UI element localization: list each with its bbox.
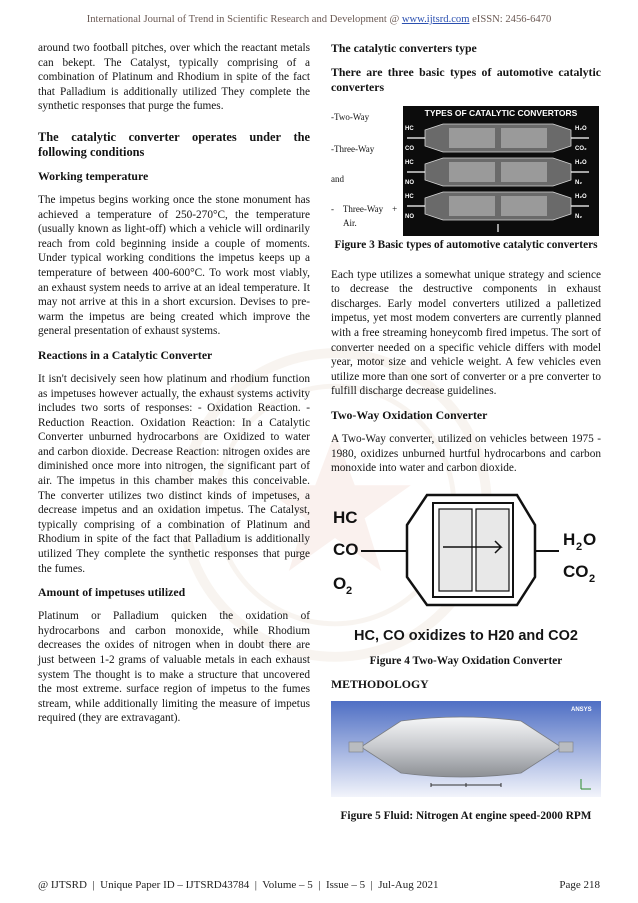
figure-4-caption: Figure 4 Two-Way Oxidation Converter <box>369 654 563 667</box>
reactions-heading: Reactions in a Catalytic Converter <box>38 347 213 362</box>
page-number: Page 218 <box>559 879 600 891</box>
two-way-paragraph: A Two-Way converter, utilized on vehicles between 1975 - 1980, oxidizes unburned hurtful hydrocarbons and carbon monoxide into water and carbon dioxide. <box>331 432 601 475</box>
fig3-label-three-way: -Three-Way <box>331 144 375 154</box>
conditions-heading: The catalytic converter operates under the following conditions <box>38 129 310 159</box>
svg-text:H₂O: H₂O <box>575 194 587 200</box>
footer-info: @ IJTSRD | Unique Paper ID – IJTSRD43784 | Volume – 5 | Issue – 5 | Jul-Aug 2021 <box>38 879 439 891</box>
figure-5-caption: Figure 5 Fluid: Nitrogen At engine speed-2000 RPM <box>340 810 592 823</box>
fig4-label-h2o-end: O <box>583 529 597 549</box>
journal-link[interactable]: www.ijtsrd.com <box>401 14 470 25</box>
amount-heading: Amount of impetuses utilized <box>38 585 186 600</box>
fig4-label-co2-subscript: 2 <box>589 572 596 585</box>
fig3-label-and: and <box>331 174 344 184</box>
figure-4-reaction-text: HC, CO oxidizes to H20 and CO2 <box>354 627 578 644</box>
svg-text:CO: CO <box>405 146 414 152</box>
three-types-heading: There are three basic types of automotive catalytic converters <box>331 65 601 94</box>
fig4-label-co2: CO <box>563 561 589 581</box>
svg-text:N₂: N₂ <box>575 180 582 186</box>
figure-3 <box>331 104 601 238</box>
fig3-label-two-way: -Two-Way <box>331 112 370 122</box>
svg-text:NO: NO <box>405 214 414 220</box>
fig4-label-h2o: H <box>563 529 576 549</box>
svg-text:H₂O: H₂O <box>575 160 587 166</box>
fig3-label-air: Air. <box>343 218 357 228</box>
fig4-label-co: CO <box>333 539 359 559</box>
fig3-image-title: TYPES OF CATALYTIC CONVERTORS <box>424 108 578 118</box>
header-suffix: eISSN: 2456-6470 <box>469 14 552 25</box>
left-column <box>38 41 310 735</box>
right-column <box>331 41 601 833</box>
two-way-heading: Two-Way Oxidation Converter <box>331 407 488 422</box>
figure-3-caption: Figure 3 Basic types of automotive catalytic converters <box>334 239 598 251</box>
converter-types-image <box>403 106 599 236</box>
temperature-paragraph: The impetus begins working once the stone monument has achieved a temperature of 250-270°C, the temperature (usually known as light-off) which a vehicle will ordinarily reach from cold beginning inside a couple of moments. Under typical working conditions the impetus keeps up a temperature of between 400-600°C. To work most viably, an exhaust system needs to arrive at an ideal temperature. It may not arrive at this in a short excursion. Devises to pre-warm the impetus are being created which improve the general presentation of exhaust systems. <box>38 193 310 338</box>
figure-5 <box>331 701 601 797</box>
page-footer <box>38 879 600 891</box>
methodology-heading: METHODOLOGY <box>331 677 429 692</box>
fig3-label-three-way-air: - Three-Way + <box>331 204 398 214</box>
intro-paragraph: around two football pitches, over which the reactant metals can bekept. The Catalyst, typically comprising of a combination of Platinum and Rhodium in spite of the fact that Palladium is additionally utilized They complete the synthetic responses that purge the fumes. <box>38 42 310 113</box>
fig4-label-h2o-subscript: 2 <box>576 540 583 553</box>
amount-paragraph: Platinum or Palladium quicken the oxidation of hydrocarbons and carbon monoxide, while Rhodium decreases the oxides of nitrogen when in doubt there are just between 1-2 grams of valuable metals in each exhaust system The thought is to make a structure that uncovered the most extreme. surface region of impetus to the fumes stream, while additionally limiting the measure of impetus required (they are extravagant). <box>38 610 310 725</box>
header-prefix: International Journal of Trend in Scientific Research and Development @ <box>86 14 402 25</box>
journal-header <box>0 14 638 25</box>
figure-4 <box>331 485 601 625</box>
fig4-label-hc: HC <box>333 507 358 527</box>
svg-text:NO: NO <box>405 180 414 186</box>
svg-text:CO₂: CO₂ <box>575 146 587 152</box>
svg-text:HC: HC <box>405 160 414 166</box>
svg-text:H₂O: H₂O <box>575 126 587 132</box>
converter-type-heading: The catalytic converters type <box>331 41 477 55</box>
types-paragraph: Each type utilizes a somewhat unique strategy and science to decrease the destructive components in exhaust discharges. Early model converters utilized a palletized impetus, yet most modem converters are currently planned with a free streaming honeycomb fired impetus. The sort of converter needed on a specific vehicle differs with model year, motor size and vehicle weight. A few vehicles even utilize more than one sort of converter or a pre converter to fulfill discharge decrease guidelines. <box>331 268 601 398</box>
fig4-label-o2: O <box>333 573 347 593</box>
svg-text:N₂: N₂ <box>575 214 582 220</box>
working-temperature-heading: Working temperature <box>38 168 149 183</box>
svg-text:HC: HC <box>405 126 414 132</box>
svg-text:HC: HC <box>405 194 414 200</box>
reactions-paragraph: It isn't decisively seen how platinum and rhodium function as impetuses however actually, the exhaust systems activity includes two sorts of responses: - Oxidation Reaction. - Reduction Reaction. Oxidation Reaction: In a Catalytic Converter unburned hydrocarbons are Oxidized to water and carbon dioxide. Decrease Reaction: nitrogen oxides are diminished once more into nitrogen, the significant part of air. The impetus in this chamber makes this conceivable. The converter utilizes two distinct kinds of impetuses, a decrease impetus and an oxidation impetus. The Catalyst, typically comprising of a combination of Platinum and Rhodium in spite of the fact that Palladium is additionally utilized They complete the synthetic responses that purge the fumes. <box>38 372 310 575</box>
ansys-logo-text: ANSYS <box>571 707 592 714</box>
fig4-label-o2-subscript: 2 <box>346 584 353 597</box>
